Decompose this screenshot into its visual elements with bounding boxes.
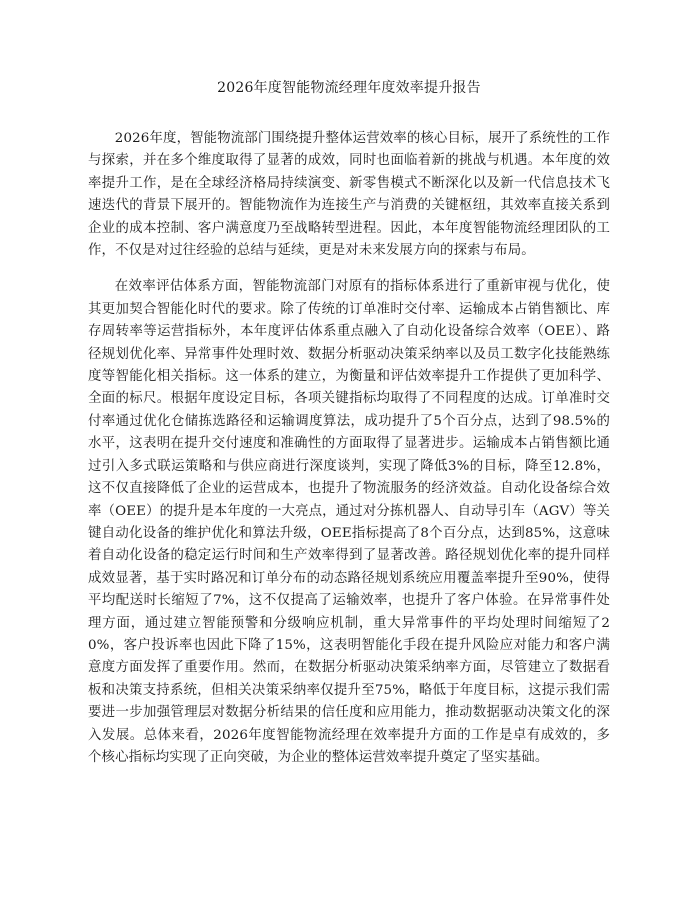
paragraph-intro: 2026年度，智能物流部门围绕提升整体运营效率的核心目标，展开了系统性的工作与探索，并在多个维度取得了显著的成效，同时也面临着新的挑战与机遇。本年度的效率提升工作，是在全球经济格局持续演变、新零售模式不断深化以及新一代信息技术飞速迭代的背景下展开的。智能物流作为连接生产与消费的关键枢纽，其效率直接关系到企业的成本控制、客户满意度乃至战略转型进程。因此，本年度智能物流经理团队的工作，不仅是对过往经验的总结与延续，更是对未来发展方向的探索与布局。 [88, 131, 610, 259]
document-title: 2026年度智能物流经理年度效率提升报告 [217, 80, 481, 96]
paragraph-efficiency-evaluation: 在效率评估体系方面，智能物流部门对原有的指标体系进行了重新审视与优化，使其更加契合智能化时代的要求。除了传统的订单准时交付率、运输成本占销售额比、库存周转率等运营指标外，本年度评估体系重点融入了自动化设备综合效率（OEE）、路径规划优化率、异常事件处理时效、数据分析驱动决策采纳率以及员工数字化技能熟练度等智能化相关指标。这一体系的建立，为衡量和评估效率提升工作提供了更加科学、全面的标尺。根据年度设定目标，各项关键指标均取得了不同程度的达成。订单准时交付率通过优化仓储拣选路径和运输调度算法，成功提升了5个百分点，达到了98.5%的水平，这表明在提升交付速度和准确性的方面取得了显著进步。运输成本占销售额比通过引入多式联运策略和与供应商进行深度谈判，实现了降低3%的目标，降至12.8%，这不仅直接降低了企业的运营成本，也提升了物流服务的经济效益。自动化设备综合效率（OEE）的提升是本年度的一大亮点，通过对分拣机器人、自动导引车（AGV）等关键自动化设备的维护优化和算法升级，OEE指标提高了8个百分点，达到85%，这意味着自动化设备的稳定运行时间和生产效率得到了显著改善。路径规划优化率的提升同样成效显著，基于实时路况和订单分布的动态路径规划系统应用覆盖率提升至90%，使得平均配送时长缩短了7%，这不仅提高了运输效率，也提升了客户体验。在异常事件处理方面，通过建立智能预警和分级响应机制，重大异常事件的平均处理时间缩短了20%，客户投诉率也因此下降了15%，这表明智能化手段在提升风险应对能力和客户满意度方面发挥了重要作用。然而，在数据分析驱动决策采纳率方面，尽管建立了数据看板和决策支持系统，但相关决策采纳率仅提升至75%，略低于年度目标，这提示我们需要进一步加强管理层对数据分析结果的信任度和应用能力，推动数据驱动决策文化的深入发展。总体来看，2026年度智能物流经理在效率提升方面的工作是卓有成效的，多个核心指标均实现了正向突破，为企业的整体运营效率提升奠定了坚实基础。 [88, 279, 610, 765]
